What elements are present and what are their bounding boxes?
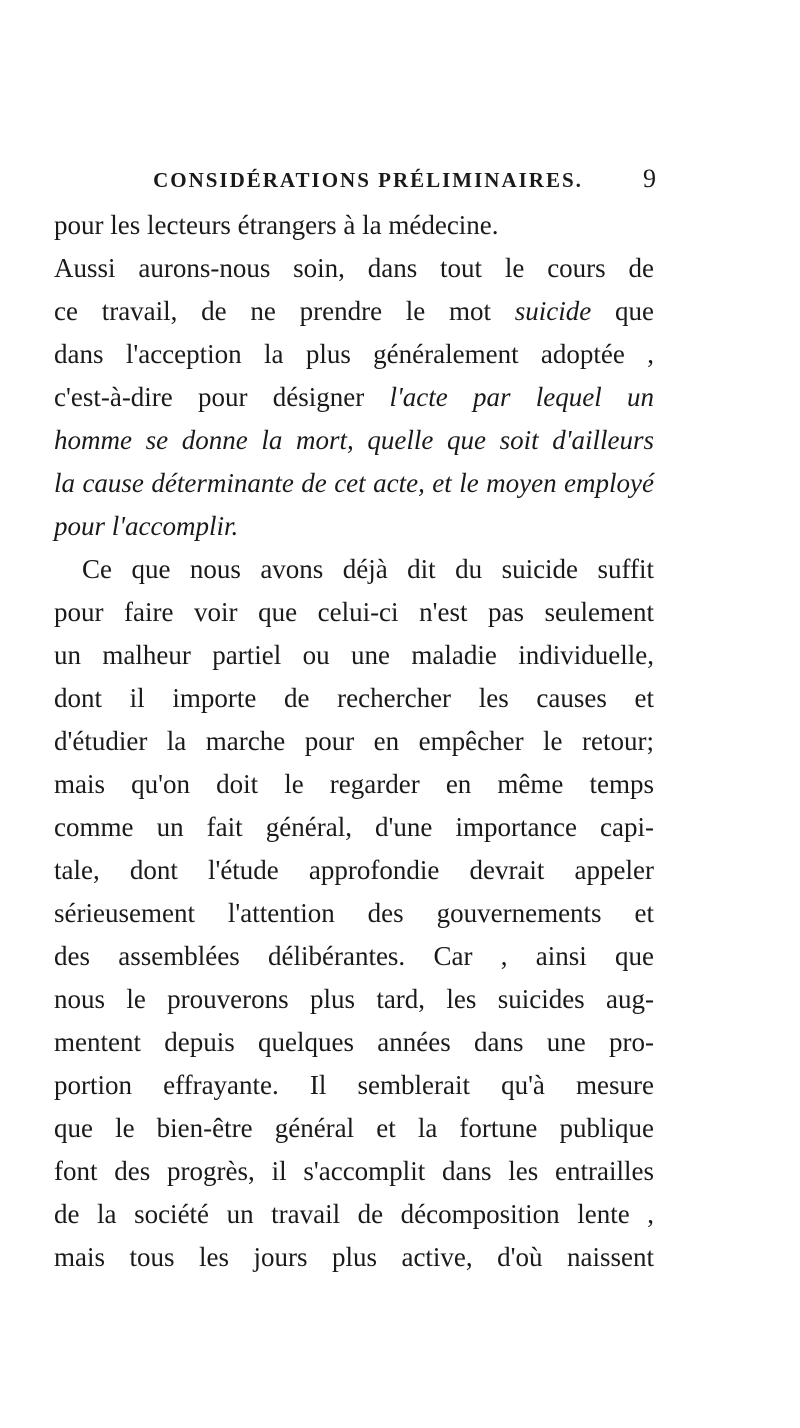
text-line xyxy=(54,1236,654,1279)
text-run: mentent depuis quelques années dans une pro- xyxy=(54,1027,654,1057)
body-text xyxy=(54,204,654,1279)
text-line xyxy=(54,247,654,290)
text-line xyxy=(54,677,654,720)
page-number: 9 xyxy=(643,164,656,193)
running-title: CONSIDÉRATIONS PRÉLIMINAIRES. xyxy=(153,168,583,192)
text-run: nous le prouverons plus tard, les suicides aug- xyxy=(54,984,654,1014)
text-line xyxy=(54,290,654,333)
italic-run: l'acte par lequel un xyxy=(389,382,654,412)
text-run: dans l'acception la plus généralement adoptée , xyxy=(54,339,654,369)
text-line xyxy=(54,204,654,247)
text-run: portion effrayante. Il semblerait qu'à mesure xyxy=(54,1070,654,1100)
text-line xyxy=(54,1193,654,1236)
text-line xyxy=(54,591,654,634)
text-line xyxy=(54,935,654,978)
text-run: ce travail, de ne prendre le mot xyxy=(54,296,515,326)
text-line xyxy=(54,1064,654,1107)
text-line xyxy=(54,548,654,591)
text-line xyxy=(54,892,654,935)
text-run: pour les lecteurs étrangers à la médecine. xyxy=(54,210,499,240)
text-line xyxy=(54,849,654,892)
text-run: tale, dont l'étude approfondie devrait appeler xyxy=(54,855,654,885)
text-run: sérieusement l'attention des gouvernements et xyxy=(54,898,654,928)
text-run: dont il importe de rechercher les causes et xyxy=(54,683,654,713)
text-run: que le bien-être général et la fortune publique xyxy=(54,1113,654,1143)
text-run: mais qu'on doit le regarder en même temps xyxy=(54,769,654,799)
text-line xyxy=(54,462,654,505)
text-line xyxy=(54,1107,654,1150)
text-line xyxy=(54,1150,654,1193)
text-run: comme un fait général, d'une importance capi- xyxy=(54,812,654,842)
text-line xyxy=(54,978,654,1021)
text-run: un malheur partiel ou une maladie individuelle, xyxy=(54,640,654,670)
text-run: Aussi aurons-nous soin, dans tout le cours de xyxy=(54,253,654,283)
text-line xyxy=(54,419,654,462)
text-run: pour faire voir que celui-ci n'est pas seulement xyxy=(54,597,654,627)
running-head xyxy=(108,164,656,198)
italic-run: homme se donne la mort, quelle que soit d'ailleurs xyxy=(54,425,654,455)
text-run: des assemblées délibérantes. Car , ainsi que xyxy=(54,941,654,971)
text-run: font des progrès, il s'accomplit dans les entrailles xyxy=(54,1156,654,1186)
text-line xyxy=(54,806,654,849)
text-run: mais tous les jours plus active, d'où naissent xyxy=(54,1242,654,1272)
italic-run: pour l'accomplir. xyxy=(54,511,239,541)
text-line xyxy=(54,720,654,763)
text-run: d'étudier la marche pour en empêcher le retour; xyxy=(54,726,654,756)
text-line xyxy=(54,1021,654,1064)
text-line xyxy=(54,505,654,548)
text-line xyxy=(54,376,654,419)
text-run: Ce que nous avons déjà dit du suicide suffit xyxy=(82,554,654,584)
text-line xyxy=(54,333,654,376)
text-run: que xyxy=(591,296,655,326)
text-run: de la société un travail de décomposition lente , xyxy=(54,1199,654,1229)
text-run: c'est-à-dire pour désigner xyxy=(54,382,390,412)
text-line xyxy=(54,634,654,677)
italic-run: la cause déterminante de cet acte, et le moyen employé xyxy=(54,468,654,498)
text-line xyxy=(54,763,654,806)
italic-run: suicide xyxy=(514,296,592,326)
